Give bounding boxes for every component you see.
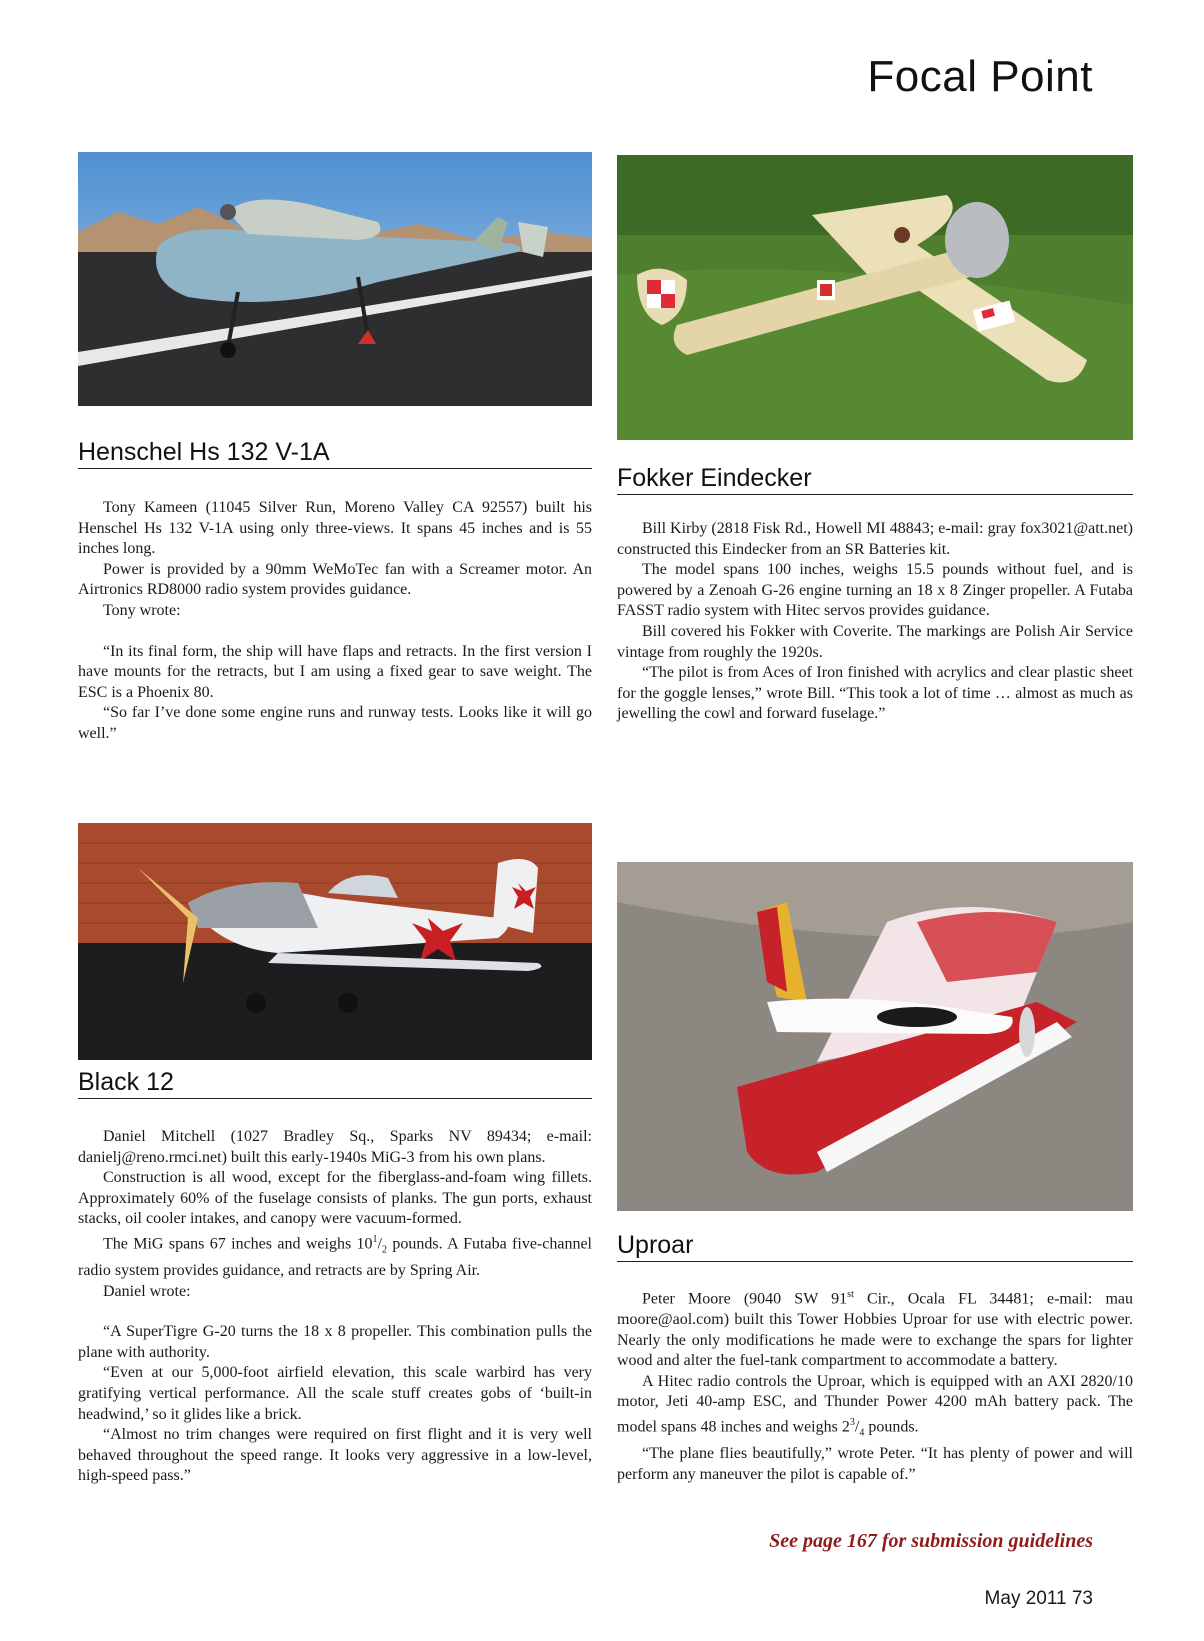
fraction-numerator: 1: [372, 1233, 378, 1245]
paragraph: “The pilot is from Aces of Iron finished with acrylics and clear plastic sheet for the goggle lenses,” wrote Bill. “This took a lot of time … almost as much as jewelling the cowl and forward fuselage.”: [617, 664, 1133, 723]
submission-guidelines-link[interactable]: See page 167 for submission guidelines: [769, 1530, 1093, 1552]
paragraph: Daniel Mitchell (1027 Bradley Sq., Sparks NV 89434; e-mail: danielj@reno.rmci.net) built this early-1940s MiG-3 from his own plans.: [78, 1128, 592, 1166]
paragraph: “So far I’ve done some engine runs and runway tests. Looks like it will go well.”: [78, 704, 592, 742]
heading-fokker: Fokker Eindecker: [617, 464, 1133, 495]
text: Peter Moore (9040 SW 91: [642, 1290, 848, 1308]
heading-black-12: Black 12: [78, 1068, 592, 1099]
text: pounds.: [868, 1418, 919, 1436]
fraction-denominator: 2: [382, 1244, 387, 1256]
text: five-channel radio system provides guidance, and retracts are by Spring Air.: [78, 1235, 592, 1280]
paragraph: “A SuperTigre G-20 turns the 18 x 8 propeller. This combination pulls the plane with authority.: [78, 1323, 592, 1361]
paragraph: “Almost no trim changes were required on first flight and it is very well behaved throughout the speed range. It looks very aggressive in a low-level, high-speed pass.”: [78, 1426, 592, 1485]
text: pounds. A Futaba: [387, 1235, 507, 1253]
article-uproar: [617, 1285, 1133, 1485]
paragraph: A Hitec radio controls the Uproar, which is equipped with an AXI 2820/10 motor, Jeti 40-amp ESC, and Thunder Power 4200 mAh battery pack. The model spans 48 inches and weighs $2^3/_4$ pounds.: [617, 1372, 1133, 1439]
fraction-denominator: 4: [859, 1427, 865, 1439]
paragraph: Tony wrote:: [103, 601, 181, 619]
photo-henschel: [78, 152, 592, 406]
page-folio: May 2011 73: [984, 1588, 1093, 1609]
paragraph: Bill Kirby (2818 Fisk Rd., Howell MI 48843; e-mail: gray fox3021@att.net) constructed this Eindecker from an SR Batteries kit.: [617, 520, 1133, 558]
fraction-numerator: 3: [849, 1416, 855, 1428]
paragraph: Power is provided by a 90mm WeMoTec fan with a Screamer motor. An Airtronics RD8000 radio system provides guidance.: [78, 560, 592, 599]
photo-black-12: [78, 823, 592, 1060]
superscript: st: [847, 1289, 854, 1300]
paragraph: Daniel wrote:: [103, 1282, 191, 1300]
article-fokker: [617, 519, 1133, 725]
paragraph: “Even at our 5,000-foot airfield elevation, this scale warbird has very gratifying vertical performance. All the scale stuff creates gobs of ‘built-in headwind,’ so it glides like a brick.: [78, 1364, 592, 1423]
photo-uproar: [617, 862, 1133, 1211]
paragraph: Bill covered his Fokker with Coverite. The markings are Polish Air Service vintage from roughly the 1920s.: [617, 622, 1133, 661]
paragraph: “The plane flies beautifully,” wrote Peter. “It has plenty of power and will perform any maneuver the pilot is capable of.”: [617, 1445, 1133, 1483]
photo-fokker: [617, 155, 1133, 440]
article-henschel: [78, 498, 592, 745]
heading-henschel: Henschel Hs 132 V-1A: [78, 438, 592, 469]
paragraph: [617, 1285, 1133, 1372]
paragraph: The model spans 100 inches, weighs 15.5 pounds without fuel, and is powered by a Zenoah G-26 engine turning an 18 x 8 Zinger propeller. A Futaba FASST radio system with Hitec servos provides guidance.: [617, 561, 1133, 620]
heading-uproar: Uproar: [617, 1231, 1133, 1262]
text: The MiG spans 67 inches and weighs 10: [103, 1235, 373, 1253]
paragraph: The MiG spans 67 inches and weighs $10^1/_2$ pounds. A Futaba five-channel radio system provides guidance, and retracts are by Spring Air.: [78, 1233, 592, 1280]
paragraph: “In its final form, the ship will have flaps and retracts. In the first version I have mounts for the retracts, but I am using a fixed gear to save weight. The ESC is a Phoenix 80.: [78, 642, 592, 701]
text: A Hitec radio controls the Uproar, which is equipped with an AXI 2820/10 motor, Jeti 40-amp ESC, and Thunder Power 4200 mAh battery pack. The model spans 48 inches and weighs 2: [617, 1372, 1133, 1436]
paragraph: Construction is all wood, except for the fiberglass-and-foam wing fillets. Approximately 60% of the fuselage consists of planks. The gun ports, exhaust stacks, oil cooler intakes, and canopy were vacuum-formed.: [78, 1169, 592, 1228]
section-title: Focal Point: [867, 52, 1093, 101]
article-black-12: [78, 1127, 592, 1487]
paragraph: Tony Kameen (11045 Silver Run, Moreno Valley CA 92557) built his Henschel Hs 132 V-1A using only three-views. It spans 45 inches and is 55 inches long.: [78, 499, 592, 558]
text: Cir., Ocala FL 34481; e-mail: mau moore@aol.com) built this Tower Hobbies Uproar for use with electric power. Nearly the only modifications he made were to exchange the spars for lighter wood and alter the fuel-tank compartment to accommodate a battery.: [617, 1290, 1134, 1370]
